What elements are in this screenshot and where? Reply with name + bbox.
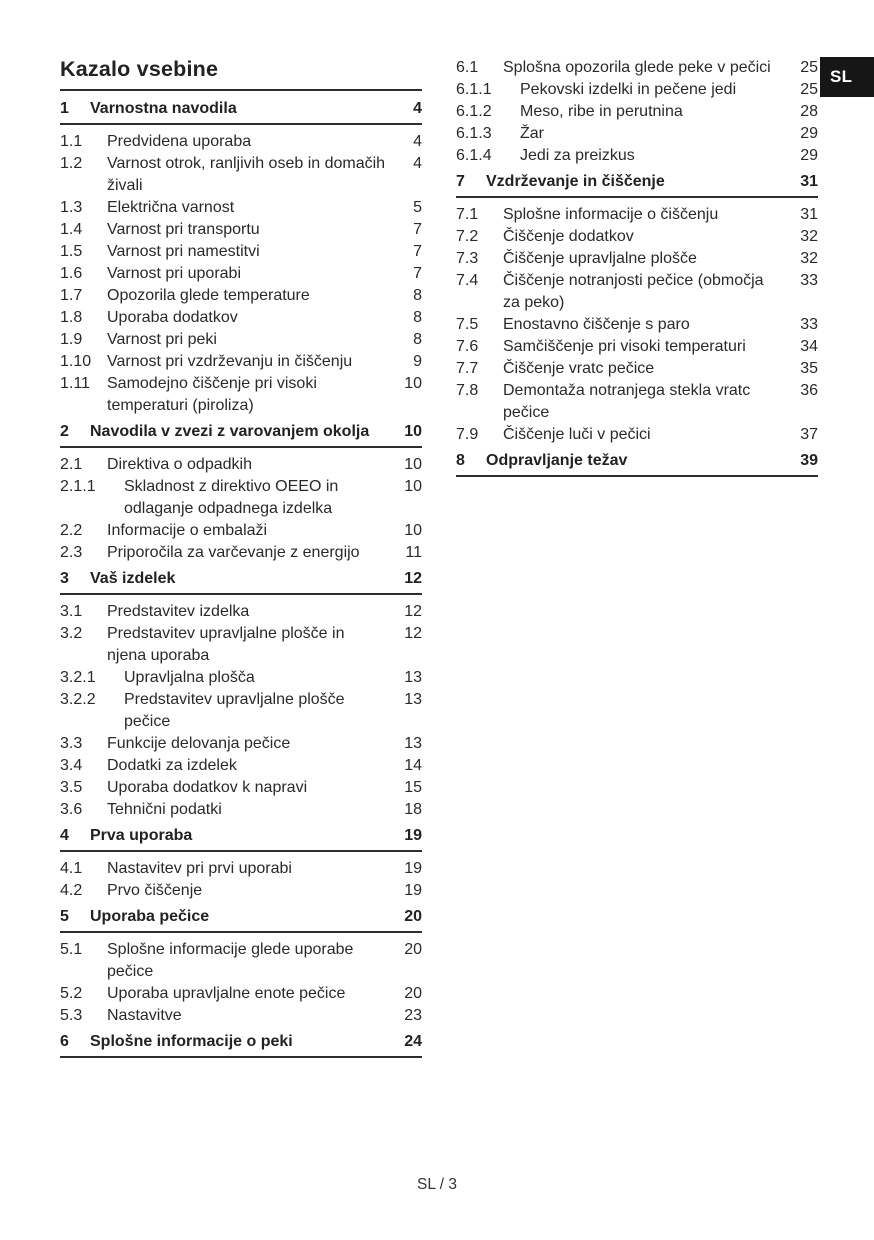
toc-entry (60, 939, 422, 983)
toc-entry-page: 34 (800, 338, 818, 355)
toc-entry-page: 19 (404, 860, 422, 877)
toc-entry-page: 33 (800, 272, 818, 289)
toc-entry (60, 131, 422, 153)
toc-entry-number: 5.2 (60, 985, 83, 1002)
toc-entry-number: 2.1.1 (60, 478, 96, 495)
toc-entry (60, 153, 422, 197)
toc-entry-number: 1.9 (60, 331, 83, 348)
toc-entry (456, 226, 818, 248)
toc-entry-number: 2 (60, 423, 69, 440)
toc-entry-page: 39 (800, 452, 818, 469)
toc-entry-number: 3.4 (60, 757, 83, 774)
toc-entry-label: Varnost pri vzdrževanju in čiščenju ..... (107, 351, 394, 373)
toc-entry-label: Varnost pri transportu ..... (107, 219, 394, 241)
toc-entry-number: 2.1 (60, 456, 83, 473)
toc-entry-number: 7.1 (456, 206, 479, 223)
toc-entry-page: 19 (404, 882, 422, 899)
toc-entry-number: 2.2 (60, 522, 83, 539)
toc-entry-number: 7.5 (456, 316, 479, 333)
toc-entry-label: Navodila v zvezi z varovanjem okolja ..... (90, 421, 394, 443)
toc-entry (60, 689, 422, 733)
toc-entry-number: 4.1 (60, 860, 83, 877)
toc-entry (60, 373, 422, 417)
toc-entry (60, 98, 422, 125)
toc-entry-label: Predstavitev upravljalne plošče pečice ..... (124, 689, 394, 733)
toc-entry (60, 880, 422, 902)
toc-entry (456, 380, 818, 424)
toc-entry (60, 667, 422, 689)
toc-entry-label: Čiščenje dodatkov ..... (503, 226, 790, 248)
toc-entry-number: 1.8 (60, 309, 83, 326)
toc-entry-number: 3.2.1 (60, 669, 96, 686)
toc-entry-label: Uporaba dodatkov k napravi ..... (107, 777, 394, 799)
toc-entry-label: Čiščenje vratc pečice ..... (503, 358, 790, 380)
toc-entry (60, 542, 422, 564)
toc-entry-page: 4 (413, 133, 422, 150)
toc-entry-label: Odpravljanje težav ..... (486, 450, 790, 472)
toc-entry (60, 1031, 422, 1058)
toc-entry-number: 1.7 (60, 287, 83, 304)
toc-entry-page: 20 (404, 941, 422, 958)
toc-entry-page: 8 (413, 287, 422, 304)
toc-entry-label: Predstavitev izdelka ..... (107, 601, 394, 623)
toc-entry (456, 450, 818, 477)
toc-entry-number: 1.10 (60, 353, 92, 370)
toc-entry-page: 18 (404, 801, 422, 818)
toc-entry-number: 6.1.3 (456, 125, 492, 142)
toc-entry (456, 248, 818, 270)
toc-entry-page: 15 (404, 779, 422, 796)
toc-entry-label: Enostavno čiščenje s paro ..... (503, 314, 790, 336)
toc-entry-page: 25 (800, 81, 818, 98)
toc-entry-page: 10 (404, 456, 422, 473)
toc-entry-label: Splošne informacije o čiščenju ..... (503, 204, 790, 226)
toc-entry (60, 601, 422, 623)
toc-entry-page: 24 (404, 1033, 422, 1050)
toc-entry-label: Uporaba pečice ..... (90, 906, 394, 928)
toc-entry-page: 31 (800, 206, 818, 223)
toc-entry-number: 8 (456, 452, 465, 469)
toc-entry-number: 4.2 (60, 882, 83, 899)
toc-entry-number: 5.1 (60, 941, 83, 958)
toc-entry-page: 11 (405, 544, 422, 561)
toc-entry-number: 7.7 (456, 360, 479, 377)
toc-entry-page: 7 (413, 265, 422, 282)
toc-entry-number: 1 (60, 100, 69, 117)
toc-entry-label: Demontaža notranjega stekla vratc pečice ..... (503, 380, 790, 424)
toc-entry-page: 14 (404, 757, 422, 774)
toc-entry-page: 25 (800, 59, 818, 76)
toc-entry (60, 307, 422, 329)
toc-entry-label: Dodatki za izdelek ..... (107, 755, 394, 777)
toc-entry-label: Skladnost z direktivo OEEO in odlaganje odpadnega izdelka ..... (124, 476, 394, 520)
toc-entry (60, 520, 422, 542)
toc-entry-page: 32 (800, 228, 818, 245)
toc-entry (456, 101, 818, 123)
toc-entry (456, 336, 818, 358)
toc-entry-page: 12 (404, 570, 422, 587)
toc-entry-label: Predstavitev upravljalne plošče in njena uporaba ..... (107, 623, 394, 667)
toc-entry-label: Vaš izdelek ..... (90, 568, 394, 590)
toc-entry-label: Žar ..... (520, 123, 790, 145)
toc-entry (60, 351, 422, 373)
toc-entry (60, 906, 422, 933)
toc-entry-page: 32 (800, 250, 818, 267)
toc-entry-label: Splošne informacije glede uporabe pečice ..... (107, 939, 394, 983)
toc-entry (60, 197, 422, 219)
toc-entry-label: Električna varnost ..... (107, 197, 394, 219)
toc-entry (60, 623, 422, 667)
toc-entry-page: 23 (404, 1007, 422, 1024)
toc-column-right (456, 57, 818, 483)
toc-entry (60, 733, 422, 755)
toc-entry-label: Direktiva o odpadkih ..... (107, 454, 394, 476)
toc-entry-label: Nastavitve ..... (107, 1005, 394, 1027)
toc-entry-number: 2.3 (60, 544, 83, 561)
toc-entry-page: 4 (413, 155, 422, 172)
toc-entry-page: 9 (413, 353, 422, 370)
toc-entry (60, 983, 422, 1005)
toc-entry (456, 123, 818, 145)
toc-entry-label: Samodejno čiščenje pri visoki temperaturi (piroliza) ..... (107, 373, 394, 417)
toc-entry-number: 7.3 (456, 250, 479, 267)
toc-entry-label: Uporaba upravljalne enote pečice ..... (107, 983, 394, 1005)
toc-entry (60, 241, 422, 263)
toc-entry-page: 7 (413, 243, 422, 260)
toc-entry-label: Predvidena uporaba ..... (107, 131, 394, 153)
toc-entry-number: 7 (456, 173, 465, 190)
toc-entry (456, 145, 818, 167)
toc-entry-number: 6.1.2 (456, 103, 492, 120)
toc-entry-page: 4 (413, 100, 422, 117)
toc-entry-number: 3.5 (60, 779, 83, 796)
toc-entry-page: 8 (413, 331, 422, 348)
toc-entry-page: 8 (413, 309, 422, 326)
toc-entry-number: 6.1.1 (456, 81, 492, 98)
toc-entry-number: 4 (60, 827, 69, 844)
toc-entry-label: Varnost pri namestitvi ..... (107, 241, 394, 263)
toc-entry (456, 79, 818, 101)
toc-entry-label: Varnost otrok, ranljivih oseb in domačih živali ..... (107, 153, 394, 197)
toc-entry-number: 7.6 (456, 338, 479, 355)
toc-entry-label: Informacije o embalaži ..... (107, 520, 394, 542)
toc-entry-label: Jedi za preizkus ..... (520, 145, 790, 167)
toc-entry-number: 3.6 (60, 801, 83, 818)
toc-entry-number: 7.9 (456, 426, 479, 443)
toc-entry-page: 10 (404, 375, 422, 392)
toc-entry-label: Tehnični podatki ..... (107, 799, 394, 821)
toc-entry-page: 19 (404, 827, 422, 844)
toc-entry (60, 568, 422, 595)
toc-entry-number: 3.2.2 (60, 691, 96, 708)
toc-entry-page: 35 (800, 360, 818, 377)
toc-entry-page: 37 (800, 426, 818, 443)
toc-entry-label: Prvo čiščenje ..... (107, 880, 394, 902)
toc-entry (60, 329, 422, 351)
toc-entry-label: Uporaba dodatkov ..... (107, 307, 394, 329)
toc-entry (456, 171, 818, 198)
toc-entry-label: Prva uporaba ..... (90, 825, 394, 847)
toc-entry-page: 13 (404, 669, 422, 686)
toc-entry-label: Priporočila za varčevanje z energijo ..... (107, 542, 394, 564)
toc-entry-page: 12 (404, 603, 422, 620)
page-footer: SL / 3 (417, 1176, 457, 1193)
toc-entry (60, 421, 422, 448)
toc-entry-label: Funkcije delovanja pečice ..... (107, 733, 394, 755)
toc-entry-label: Splošna opozorila glede peke v pečici ..... (503, 57, 790, 79)
toc-entry (456, 57, 818, 79)
toc-entry-label: Vzdrževanje in čiščenje ..... (486, 171, 790, 193)
toc-entry-number: 5 (60, 908, 69, 925)
toc-entry-page: 13 (404, 691, 422, 708)
toc-entry (60, 858, 422, 880)
toc-entry-page: 31 (800, 173, 818, 190)
toc-entry (60, 1005, 422, 1027)
toc-entry (456, 204, 818, 226)
toc-entry-page: 7 (413, 221, 422, 238)
toc-entry-page: 12 (404, 625, 422, 642)
toc-entry-number: 1.5 (60, 243, 83, 260)
toc-entry-label: Čiščenje luči v pečici ..... (503, 424, 790, 446)
toc-entry (456, 270, 818, 314)
toc-entry-number: 6 (60, 1033, 69, 1050)
toc-entry-label: Čiščenje notranjosti pečice (območja za peko) ..... (503, 270, 790, 314)
toc-entry-number: 1.2 (60, 155, 83, 172)
toc-entry-label: Varnostna navodila ..... (90, 98, 394, 120)
toc-entry-label: Samčiščenje pri visoki temperaturi ..... (503, 336, 790, 358)
toc-column-left (60, 57, 422, 1064)
toc-entry-number: 1.1 (60, 133, 83, 150)
toc-entry-page: 20 (404, 985, 422, 1002)
toc-entry-page: 29 (800, 125, 818, 142)
toc-entry-number: 5.3 (60, 1007, 83, 1024)
toc-entry-page: 29 (800, 147, 818, 164)
toc-entry-label: Splošne informacije o peki ..... (90, 1031, 394, 1053)
toc-entry-label: Nastavitev pri prvi uporabi ..... (107, 858, 394, 880)
toc-entry (60, 454, 422, 476)
toc-entry-number: 1.4 (60, 221, 83, 238)
toc-entries-left (60, 98, 422, 1058)
toc-entry-number: 7.4 (456, 272, 479, 289)
toc-entry-label: Čiščenje upravljalne plošče ..... (503, 248, 790, 270)
toc-entry-label: Meso, ribe in perutnina ..... (520, 101, 790, 123)
toc-entry-page: 10 (404, 522, 422, 539)
page-title: Kazalo vsebine (60, 57, 422, 91)
toc-entry-number: 3.3 (60, 735, 83, 752)
toc-entry-number: 3.1 (60, 603, 83, 620)
toc-entry-label: Pekovski izdelki in pečene jedi ..... (520, 79, 790, 101)
toc-entry (60, 476, 422, 520)
toc-entry (60, 799, 422, 821)
language-badge: SL (820, 57, 874, 97)
toc-entry (60, 285, 422, 307)
toc-entry-number: 1.11 (60, 375, 90, 392)
toc-entry-number: 6.1 (456, 59, 479, 76)
toc-entry-number: 7.8 (456, 382, 479, 399)
toc-entry-page: 20 (404, 908, 422, 925)
toc-entry-page: 5 (413, 199, 422, 216)
toc-entry (456, 358, 818, 380)
toc-entry-page: 13 (404, 735, 422, 752)
toc-entry-page: 10 (404, 423, 422, 440)
toc-entry-label: Varnost pri peki ..... (107, 329, 394, 351)
toc-entry-number: 3 (60, 570, 69, 587)
toc-entry-number: 1.3 (60, 199, 83, 216)
toc-entry (456, 314, 818, 336)
toc-entry-label: Upravljalna plošča ..... (124, 667, 394, 689)
toc-entry (60, 777, 422, 799)
toc-entry-page: 33 (800, 316, 818, 333)
toc-entry-number: 3.2 (60, 625, 83, 642)
toc-entry (456, 424, 818, 446)
toc-entry (60, 755, 422, 777)
toc-entry-label: Opozorila glede temperature ..... (107, 285, 394, 307)
toc-entry-page: 10 (404, 478, 422, 495)
toc-entry-number: 7.2 (456, 228, 479, 245)
toc-entry-page: 36 (800, 382, 818, 399)
toc-entry (60, 263, 422, 285)
toc-entry-number: 1.6 (60, 265, 83, 282)
toc-entry (60, 219, 422, 241)
toc-entry (60, 825, 422, 852)
toc-entry-number: 6.1.4 (456, 147, 492, 164)
toc-entry-page: 28 (800, 103, 818, 120)
toc-entry-label: Varnost pri uporabi ..... (107, 263, 394, 285)
toc-entries-right (456, 57, 818, 477)
